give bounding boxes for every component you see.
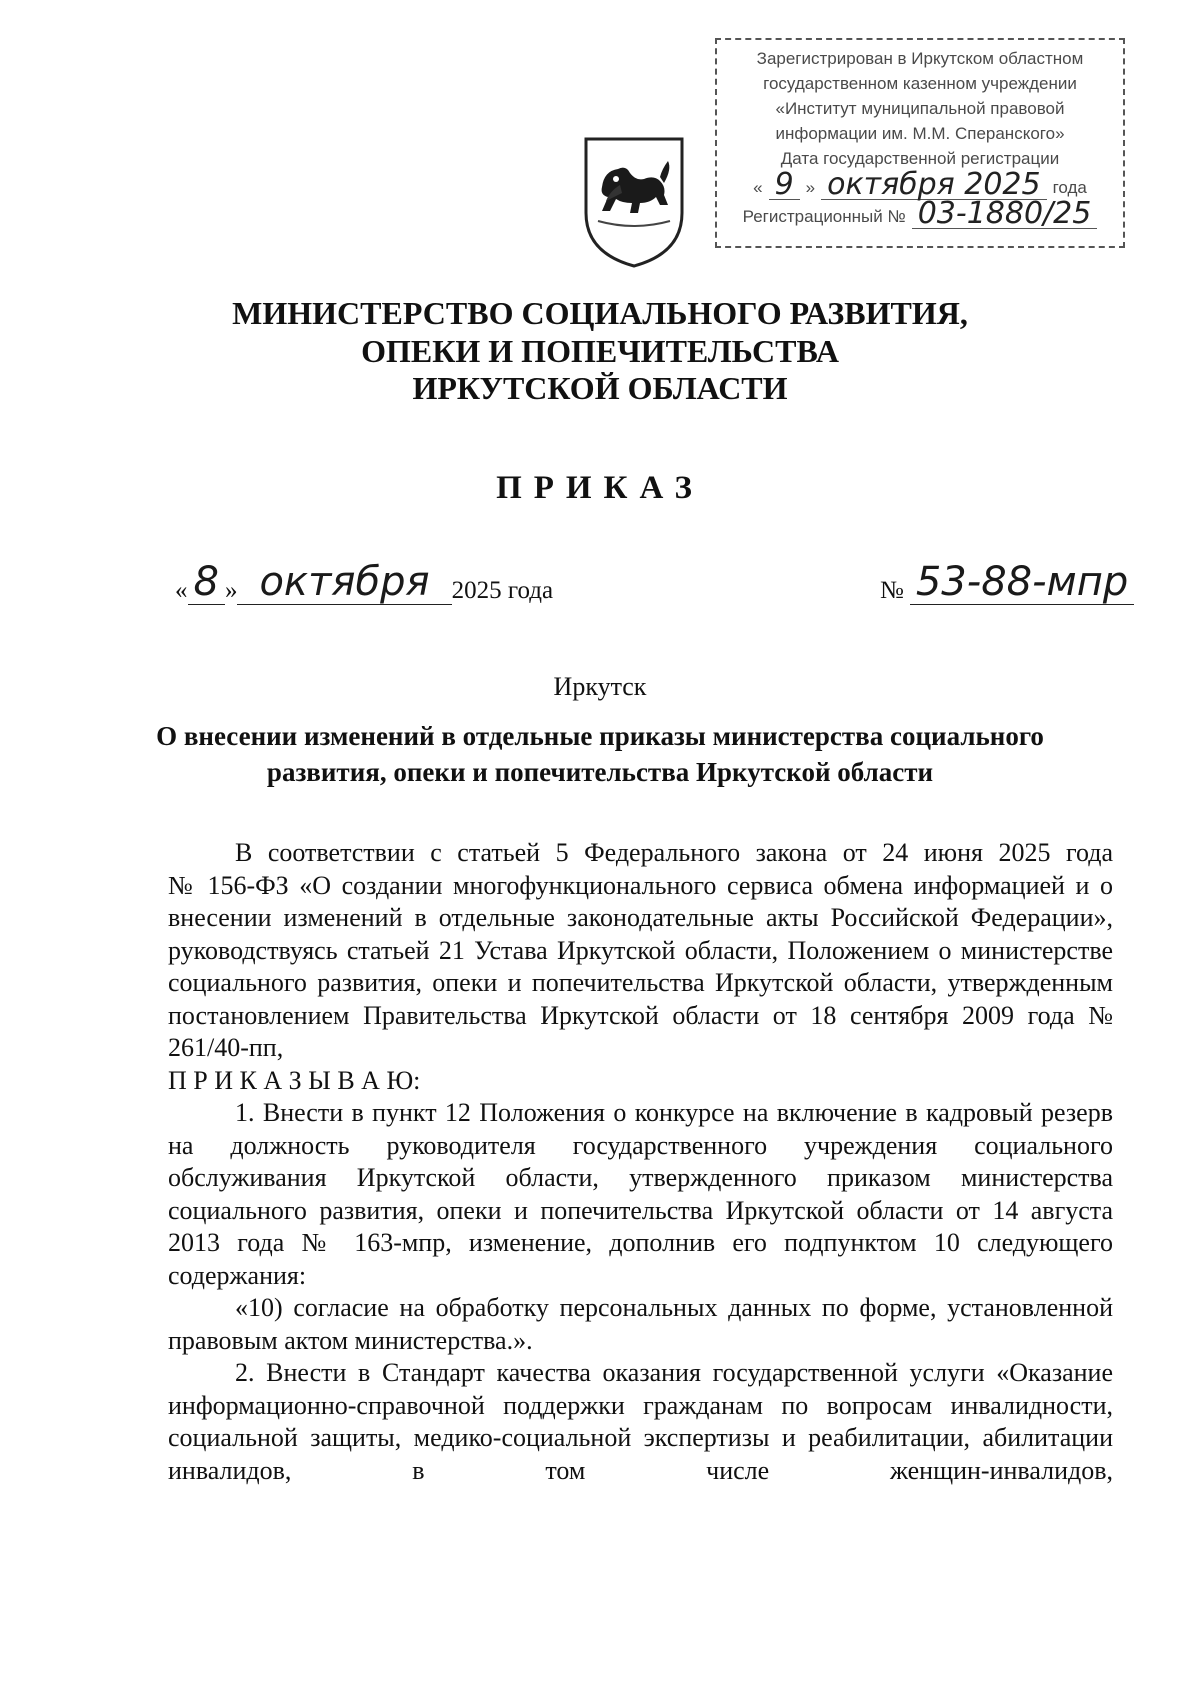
date-close-quote: » (224, 577, 238, 604)
date-year: 2025 года (451, 577, 554, 604)
date-day: 8 (188, 560, 225, 605)
stamp-date-suffix: года (1052, 178, 1087, 197)
irkutsk-coat-of-arms-icon (580, 135, 688, 270)
order-number (880, 560, 1134, 605)
paragraph-quote: «10) согласие на обработку персональных данных по форме, установленной правовым актом министерства.». (168, 1293, 1113, 1355)
stamp-date-open: « (753, 178, 763, 197)
number-value: 53-88-мпр (910, 560, 1134, 605)
stamp-date-mid: » (805, 178, 816, 197)
city: Иркутск (553, 672, 647, 701)
subject-line-2: развития, опеки и попечительства Иркутской области (266, 757, 934, 787)
paragraph-preamble: № 156-ФЗ «О создании многофункционального сервиса обмена информацией и о внесении изменений в отдельные законодательные акты Российской Федерации», руководствуясь статьей 21 Устава Иркутской области, Положением о министерстве социального развития, опеки и попечительства Иркутской области, утвержденным постановлением Правительства Иркутской области от 18 сентября 2009 года № 261/40-пп, (168, 870, 1113, 1062)
stamp-date-day: 9 (769, 171, 800, 200)
stamp-line: информации им. М.М. Сперанского» (775, 124, 1065, 143)
stamp-date-month: октября 2025 (821, 171, 1046, 200)
stamp-reg-number: 03-1880/25 (912, 200, 1098, 229)
stamp-line: Зарегистрирован в Иркутском областном (756, 49, 1084, 68)
ministry-name-line-1: МИНИСТЕРСТВО СОЦИАЛЬНОГО РАЗВИТИЯ, (232, 295, 968, 331)
registration-stamp (715, 38, 1125, 248)
subject-line-1: О внесении изменений в отдельные приказы министерства социального (156, 721, 1044, 751)
paragraph-item-1: 1. Внести в пункт 12 Положения о конкурсе на включение в кадровый резерв на должность руководителя государственного учреждения социального обслуживания Иркутской области, утвержденного приказом министерства социального развития, опеки и попечительства Иркутской области от 14 августа 2013 года № 163-мпр, изменение, дополнив его подпунктом 10 следующего содержания: (168, 1098, 1113, 1290)
stamp-line: Дата государственной регистрации (780, 149, 1060, 168)
stamp-reg-label: Регистрационный № (742, 207, 906, 226)
order-body (168, 837, 1113, 1487)
date-month: октября (237, 560, 451, 605)
number-sign: № (880, 577, 904, 604)
date-open-quote: « (175, 577, 188, 604)
stamp-reg-row (717, 196, 1123, 231)
order-word: П Р И К А З Ы В А Ю: (168, 1065, 421, 1095)
order-title: ПРИКАЗ (496, 470, 704, 506)
order-date (175, 560, 553, 605)
ministry-name-line-3: ИРКУТСКОЙ ОБЛАСТИ (412, 370, 788, 406)
ministry-name-line-2: ОПЕКИ И ПОПЕЧИТЕЛЬСТВА (361, 333, 839, 369)
paragraph-item-2: 2. Внести в Стандарт качества оказания государственной услуги «Оказание информационно-справочной поддержки гражданам по вопросам инвалидности, социальной защиты, медико-социальной экспертизы и реабилитации, абилитации инвалидов, в том числе женщин-инвалидов, (168, 1358, 1113, 1485)
paragraph-preamble-first-line: В соответствии с статьей 5 Федерального закона от 24 июня 2025 года (235, 838, 1113, 867)
stamp-line: «Институт муниципальной правовой (775, 99, 1065, 118)
order-subject (0, 718, 1200, 790)
stamp-line: государственном казенном учреждении (763, 74, 1077, 93)
